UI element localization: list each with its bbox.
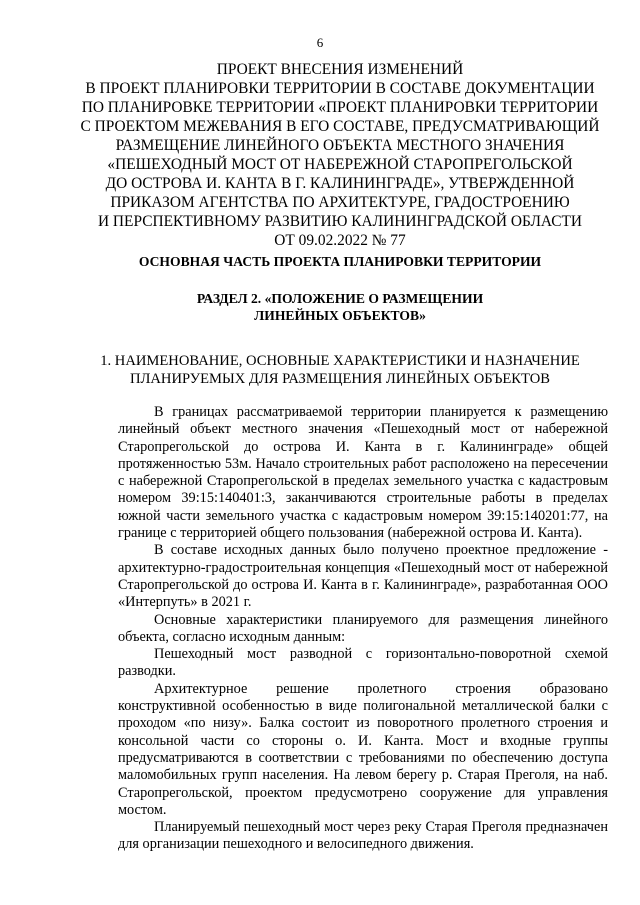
title-line: С ПРОЕКТОМ МЕЖЕВАНИЯ В ЕГО СОСТАВЕ, ПРЕДУСМАТРИВАЮЩИЙ — [80, 118, 600, 135]
body-text — [118, 404, 608, 854]
paragraph: Основные характеристики планируемого для размещения линейного объекта, согласно исходным данным: — [118, 611, 608, 645]
title-line: «ПЕШЕХОДНЫЙ МОСТ ОТ НАБЕРЕЖНОЙ СТАРОПРЕГОЛЬСКОЙ — [107, 156, 573, 173]
paragraph: В составе исходных данных было получено проектное предложение - архитектурно-градостроительная концепция «Пешеходный мост от набережной Старопрегольской до острова И. Канта в г. Калининграде», разработанная ООО «Интерпуть» в 2021 г. — [118, 542, 608, 611]
paragraph: Пешеходный мост разводной с горизонтально-поворотной схемой разводки. — [118, 646, 608, 680]
document-title — [60, 60, 620, 250]
paragraph: В границах рассматриваемой территории планируется к размещению линейный объект местного значения «Пешеходный мост от набережной Старопрегольской до острова И. Канта в г. Калининграде» общей протяженностью 53м. Начало строительных работ расположено на пересечении с набережной Старопрегольской в пределах земельного участка с кадастровым номером 39:15:140401:3, заканчиваются строительные работы в пределах южной части земельного участка с кадастровым номером 39:15:140201:77, на границе с территорией общего пользования (набережной острова И. Канта). — [118, 404, 608, 542]
title-line: ПРИКАЗОМ АГЕНТСТВА ПО АРХИТЕКТУРЕ, ГРАДОСТРОЕНИЮ — [110, 194, 570, 211]
section-heading-line: ЛИНЕЙНЫХ ОБЪЕКТОВ» — [254, 308, 426, 323]
title-line: ДО ОСТРОВА И. КАНТА В Г. КАЛИНИНГРАДЕ», УТВЕРЖДЕННОЙ — [105, 175, 575, 192]
title-line: В ПРОЕКТ ПЛАНИРОВКИ ТЕРРИТОРИИ В СОСТАВЕ ДОКУМЕНТАЦИИ — [85, 80, 595, 97]
paragraph: Архитектурное решение пролетного строения образовано конструктивной особенностью в виде полигональной металлической балки с проходом «по низу». Балка состоит из поворотного пролетного строения и консольной части со стороны о. И. Канта. Мост и входные группы предусматриваются в соответствии с требованиями по обеспечению доступа маломобильных групп населения. На левом берегу р. Старая Преголя, на наб. Старопрегольской, проектом предусмотрено сооружение для управления мостом. — [118, 680, 608, 818]
title-line: ОТ 09.02.2022 № 77 — [274, 232, 406, 249]
page-number: 6 — [316, 35, 324, 50]
title-line: РАЗМЕЩЕНИЕ ЛИНЕЙНОГО ОБЪЕКТА МЕСТНОГО ЗНАЧЕНИЯ — [115, 137, 565, 154]
title-line: И ПЕРСПЕКТИВНОМУ РАЗВИТИЮ КАЛИНИНГРАДСКОЙ ОБЛАСТИ — [97, 213, 583, 230]
paragraph: Планируемый пешеходный мост через реку Старая Преголя предназначен для организации пешеходного и велосипедного движения. — [118, 819, 608, 853]
subsection-heading-line: ПЛАНИРУЕМЫХ ДЛЯ РАЗМЕЩЕНИЯ ЛИНЕЙНЫХ ОБЪЕКТОВ — [129, 371, 551, 387]
section-heading — [60, 290, 620, 324]
subsection-heading-line: 1. НАИМЕНОВАНИЕ, ОСНОВНЫЕ ХАРАКТЕРИСТИКИ И НАЗНАЧЕНИЕ — [100, 353, 580, 369]
title-line: ПО ПЛАНИРОВКЕ ТЕРРИТОРИИ «ПРОЕКТ ПЛАНИРОВКИ ТЕРРИТОРИИ — [81, 99, 599, 116]
title-line: ПРОЕКТ ВНЕСЕНИЯ ИЗМЕНЕНИЙ — [216, 61, 464, 78]
section-heading-line: РАЗДЕЛ 2. «ПОЛОЖЕНИЕ О РАЗМЕЩЕНИИ — [196, 291, 484, 306]
subsection-heading — [60, 352, 620, 388]
main-part-heading: ОСНОВНАЯ ЧАСТЬ ПРОЕКТА ПЛАНИРОВКИ ТЕРРИТОРИИ — [138, 254, 542, 269]
